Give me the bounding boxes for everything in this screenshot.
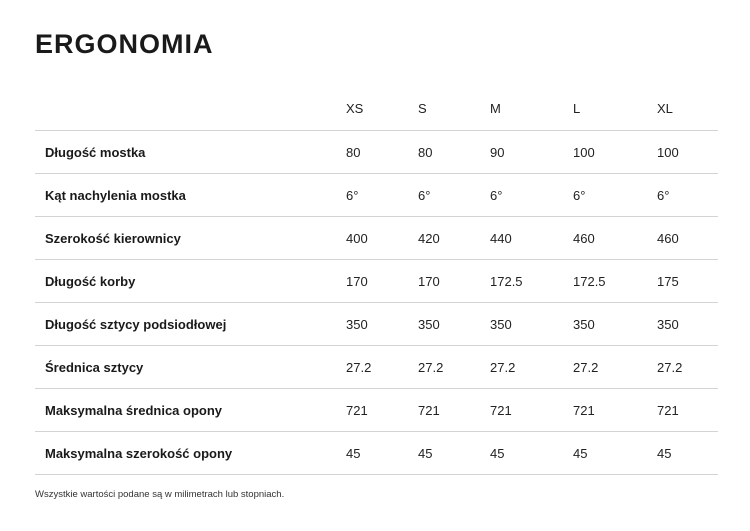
table-cell: 100 xyxy=(573,131,657,174)
size-header-xs: XS xyxy=(346,87,418,131)
table-cell: 721 xyxy=(418,389,490,432)
table-cell: 6° xyxy=(346,174,418,217)
table-cell: 45 xyxy=(346,432,418,475)
table-cell: 721 xyxy=(573,389,657,432)
table-cell: 6° xyxy=(573,174,657,217)
table-cell: 350 xyxy=(657,303,718,346)
table-cell: 721 xyxy=(346,389,418,432)
table-cell: 400 xyxy=(346,217,418,260)
table-cell: 27.2 xyxy=(573,346,657,389)
size-header-s: S xyxy=(418,87,490,131)
table-cell: 172.5 xyxy=(573,260,657,303)
table-cell: 350 xyxy=(346,303,418,346)
row-label: Długość mostka xyxy=(35,131,346,174)
table-cell: 350 xyxy=(490,303,573,346)
table-cell: 721 xyxy=(490,389,573,432)
footnote: Wszystkie wartości podane są w milimetrach lub stopniach. xyxy=(35,489,285,500)
size-header-l: L xyxy=(573,87,657,131)
table-cell: 175 xyxy=(657,260,718,303)
table-cell: 721 xyxy=(657,389,718,432)
table-cell: 27.2 xyxy=(346,346,418,389)
table-cell: 6° xyxy=(418,174,490,217)
table-cell: 460 xyxy=(657,217,718,260)
table-cell: 45 xyxy=(573,432,657,475)
ergonomics-table xyxy=(35,87,718,475)
table-cell: 350 xyxy=(573,303,657,346)
row-label: Długość korby xyxy=(35,260,346,303)
size-header-xl: XL xyxy=(657,87,718,131)
table-cell: 350 xyxy=(418,303,490,346)
row-label: Maksymalna średnica opony xyxy=(35,389,346,432)
page-title: ERGONOMIA xyxy=(35,29,214,59)
table-cell: 45 xyxy=(490,432,573,475)
row-label: Średnica sztycy xyxy=(35,346,346,389)
size-header-m: M xyxy=(490,87,573,131)
table-cell: 460 xyxy=(573,217,657,260)
table-cell: 80 xyxy=(418,131,490,174)
table-cell: 27.2 xyxy=(657,346,718,389)
table-cell: 45 xyxy=(418,432,490,475)
table-cell: 6° xyxy=(657,174,718,217)
table-header-row xyxy=(35,87,718,131)
row-label: Kąt nachylenia mostka xyxy=(35,174,346,217)
table-cell: 420 xyxy=(418,217,490,260)
table-row xyxy=(35,346,718,389)
table-row xyxy=(35,303,718,346)
table-row xyxy=(35,174,718,217)
table-cell: 440 xyxy=(490,217,573,260)
row-label: Szerokość kierownicy xyxy=(35,217,346,260)
table-cell: 80 xyxy=(346,131,418,174)
table-cell: 45 xyxy=(657,432,718,475)
table-row xyxy=(35,432,718,475)
table-cell: 27.2 xyxy=(490,346,573,389)
row-label: Maksymalna szerokość opony xyxy=(35,432,346,475)
table-cell: 90 xyxy=(490,131,573,174)
table-cell: 27.2 xyxy=(418,346,490,389)
row-label: Długość sztycy podsiodłowej xyxy=(35,303,346,346)
table-row xyxy=(35,131,718,174)
header-label-empty xyxy=(35,87,346,131)
table-cell: 100 xyxy=(657,131,718,174)
table-cell: 172.5 xyxy=(490,260,573,303)
table-cell: 170 xyxy=(346,260,418,303)
table-cell: 170 xyxy=(418,260,490,303)
table-row xyxy=(35,217,718,260)
table-row xyxy=(35,260,718,303)
table-row xyxy=(35,389,718,432)
table-cell: 6° xyxy=(490,174,573,217)
